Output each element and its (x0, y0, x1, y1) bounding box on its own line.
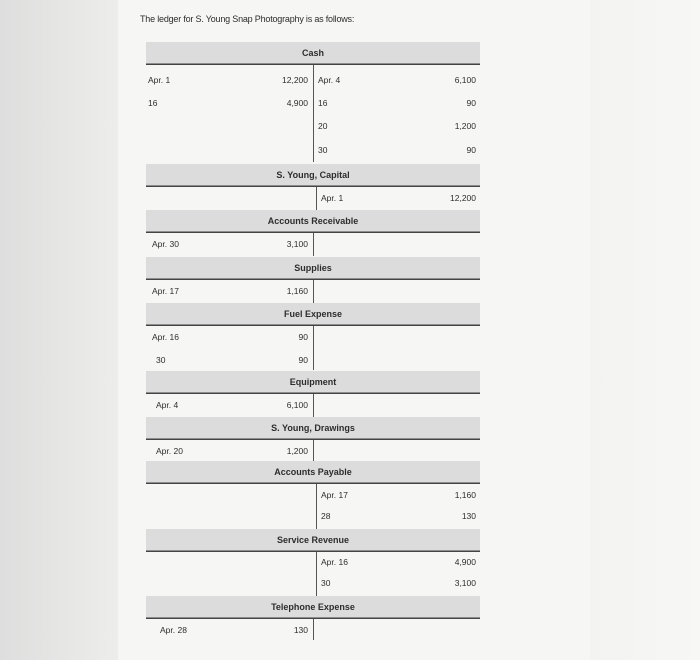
revenue-t-divider (316, 551, 317, 597)
ar-debit-date-1: Apr. 30 (152, 239, 179, 249)
cash-debit-date-2: 16 (148, 98, 158, 108)
ap-credit-amount-2: 130 (461, 511, 476, 521)
equipment-top-rule (146, 393, 480, 394)
telephone-top-rule (146, 618, 480, 619)
cash-debit-amount-1: 12,200 (282, 75, 308, 85)
account-title-equipment: Equipment (146, 371, 480, 393)
fuel-debit-amount-1: 90 (298, 332, 308, 342)
account-title-accounts-receivable: Accounts Receivable (146, 210, 480, 232)
capital-credit-date-1: Apr. 1 (321, 193, 344, 203)
fuel-top-rule (146, 325, 480, 326)
account-title-supplies: Supplies (146, 257, 480, 279)
drawings-top-rule (146, 439, 480, 440)
ar-t-divider (313, 232, 314, 256)
ar-debit-amount-1: 3,100 (286, 239, 308, 249)
capital-t-divider (316, 186, 317, 210)
account-title-telephone-expense: Telephone Expense (146, 596, 480, 618)
account-title-fuel-expense: Fuel Expense (146, 303, 480, 325)
cash-debit-amount-2: 4,900 (286, 98, 308, 108)
ar-top-rule (146, 232, 480, 233)
cash-debit-date-1: Apr. 1 (148, 75, 171, 85)
supplies-t-divider (313, 279, 314, 303)
equipment-debit-amount-1: 6,100 (286, 400, 308, 410)
capital-top-rule (146, 186, 480, 187)
ap-top-rule (146, 483, 480, 484)
cash-credit-amount-1: 6,100 (454, 75, 476, 85)
account-title-service-revenue: Service Revenue (146, 529, 480, 551)
drawings-t-divider (313, 439, 314, 463)
ap-credit-date-1: Apr. 17 (321, 490, 348, 500)
drawings-debit-amount-1: 1,200 (286, 446, 308, 456)
ap-credit-date-2: 28 (321, 511, 331, 521)
revenue-credit-date-1: Apr. 16 (321, 557, 348, 567)
cash-credit-amount-4: 90 (466, 145, 476, 155)
account-title-capital: S. Young, Capital (146, 164, 480, 186)
supplies-debit-date-1: Apr. 17 (152, 286, 179, 296)
account-title-cash: Cash (146, 42, 480, 64)
ledger-paper (118, 0, 590, 660)
fuel-t-divider (313, 325, 314, 370)
fuel-debit-date-2: 30 (156, 355, 166, 365)
telephone-debit-date-1: Apr. 28 (160, 625, 187, 635)
equipment-t-divider (313, 393, 314, 417)
cash-credit-date-3: 20 (318, 121, 328, 131)
revenue-credit-date-2: 30 (321, 578, 331, 588)
fuel-debit-amount-2: 90 (298, 355, 308, 365)
telephone-debit-amount-1: 130 (293, 625, 308, 635)
cash-credit-date-4: 30 (318, 145, 328, 155)
ap-t-divider (316, 483, 317, 529)
revenue-top-rule (146, 551, 480, 552)
ledger-intro-text: The ledger for S. Young Snap Photography is as follows: (140, 14, 355, 24)
ap-credit-amount-1: 1,160 (454, 490, 476, 500)
telephone-t-divider (313, 618, 314, 640)
cash-credit-amount-2: 90 (466, 98, 476, 108)
capital-credit-amount-1: 12,200 (450, 193, 476, 203)
cash-credit-date-1: Apr. 4 (318, 75, 341, 85)
page-edge-light (590, 0, 700, 660)
supplies-top-rule (146, 279, 480, 280)
cash-t-divider (313, 64, 314, 162)
account-title-accounts-payable: Accounts Payable (146, 461, 480, 483)
cash-credit-date-2: 16 (318, 98, 328, 108)
cash-top-rule (146, 64, 480, 65)
revenue-credit-amount-2: 3,100 (454, 578, 476, 588)
drawings-debit-date-1: Apr. 20 (156, 446, 183, 456)
fuel-debit-date-1: Apr. 16 (152, 332, 179, 342)
account-title-drawings: S. Young, Drawings (146, 417, 480, 439)
supplies-debit-amount-1: 1,160 (286, 286, 308, 296)
equipment-debit-date-1: Apr. 4 (156, 400, 179, 410)
revenue-credit-amount-1: 4,900 (454, 557, 476, 567)
cash-credit-amount-3: 1,200 (454, 121, 476, 131)
